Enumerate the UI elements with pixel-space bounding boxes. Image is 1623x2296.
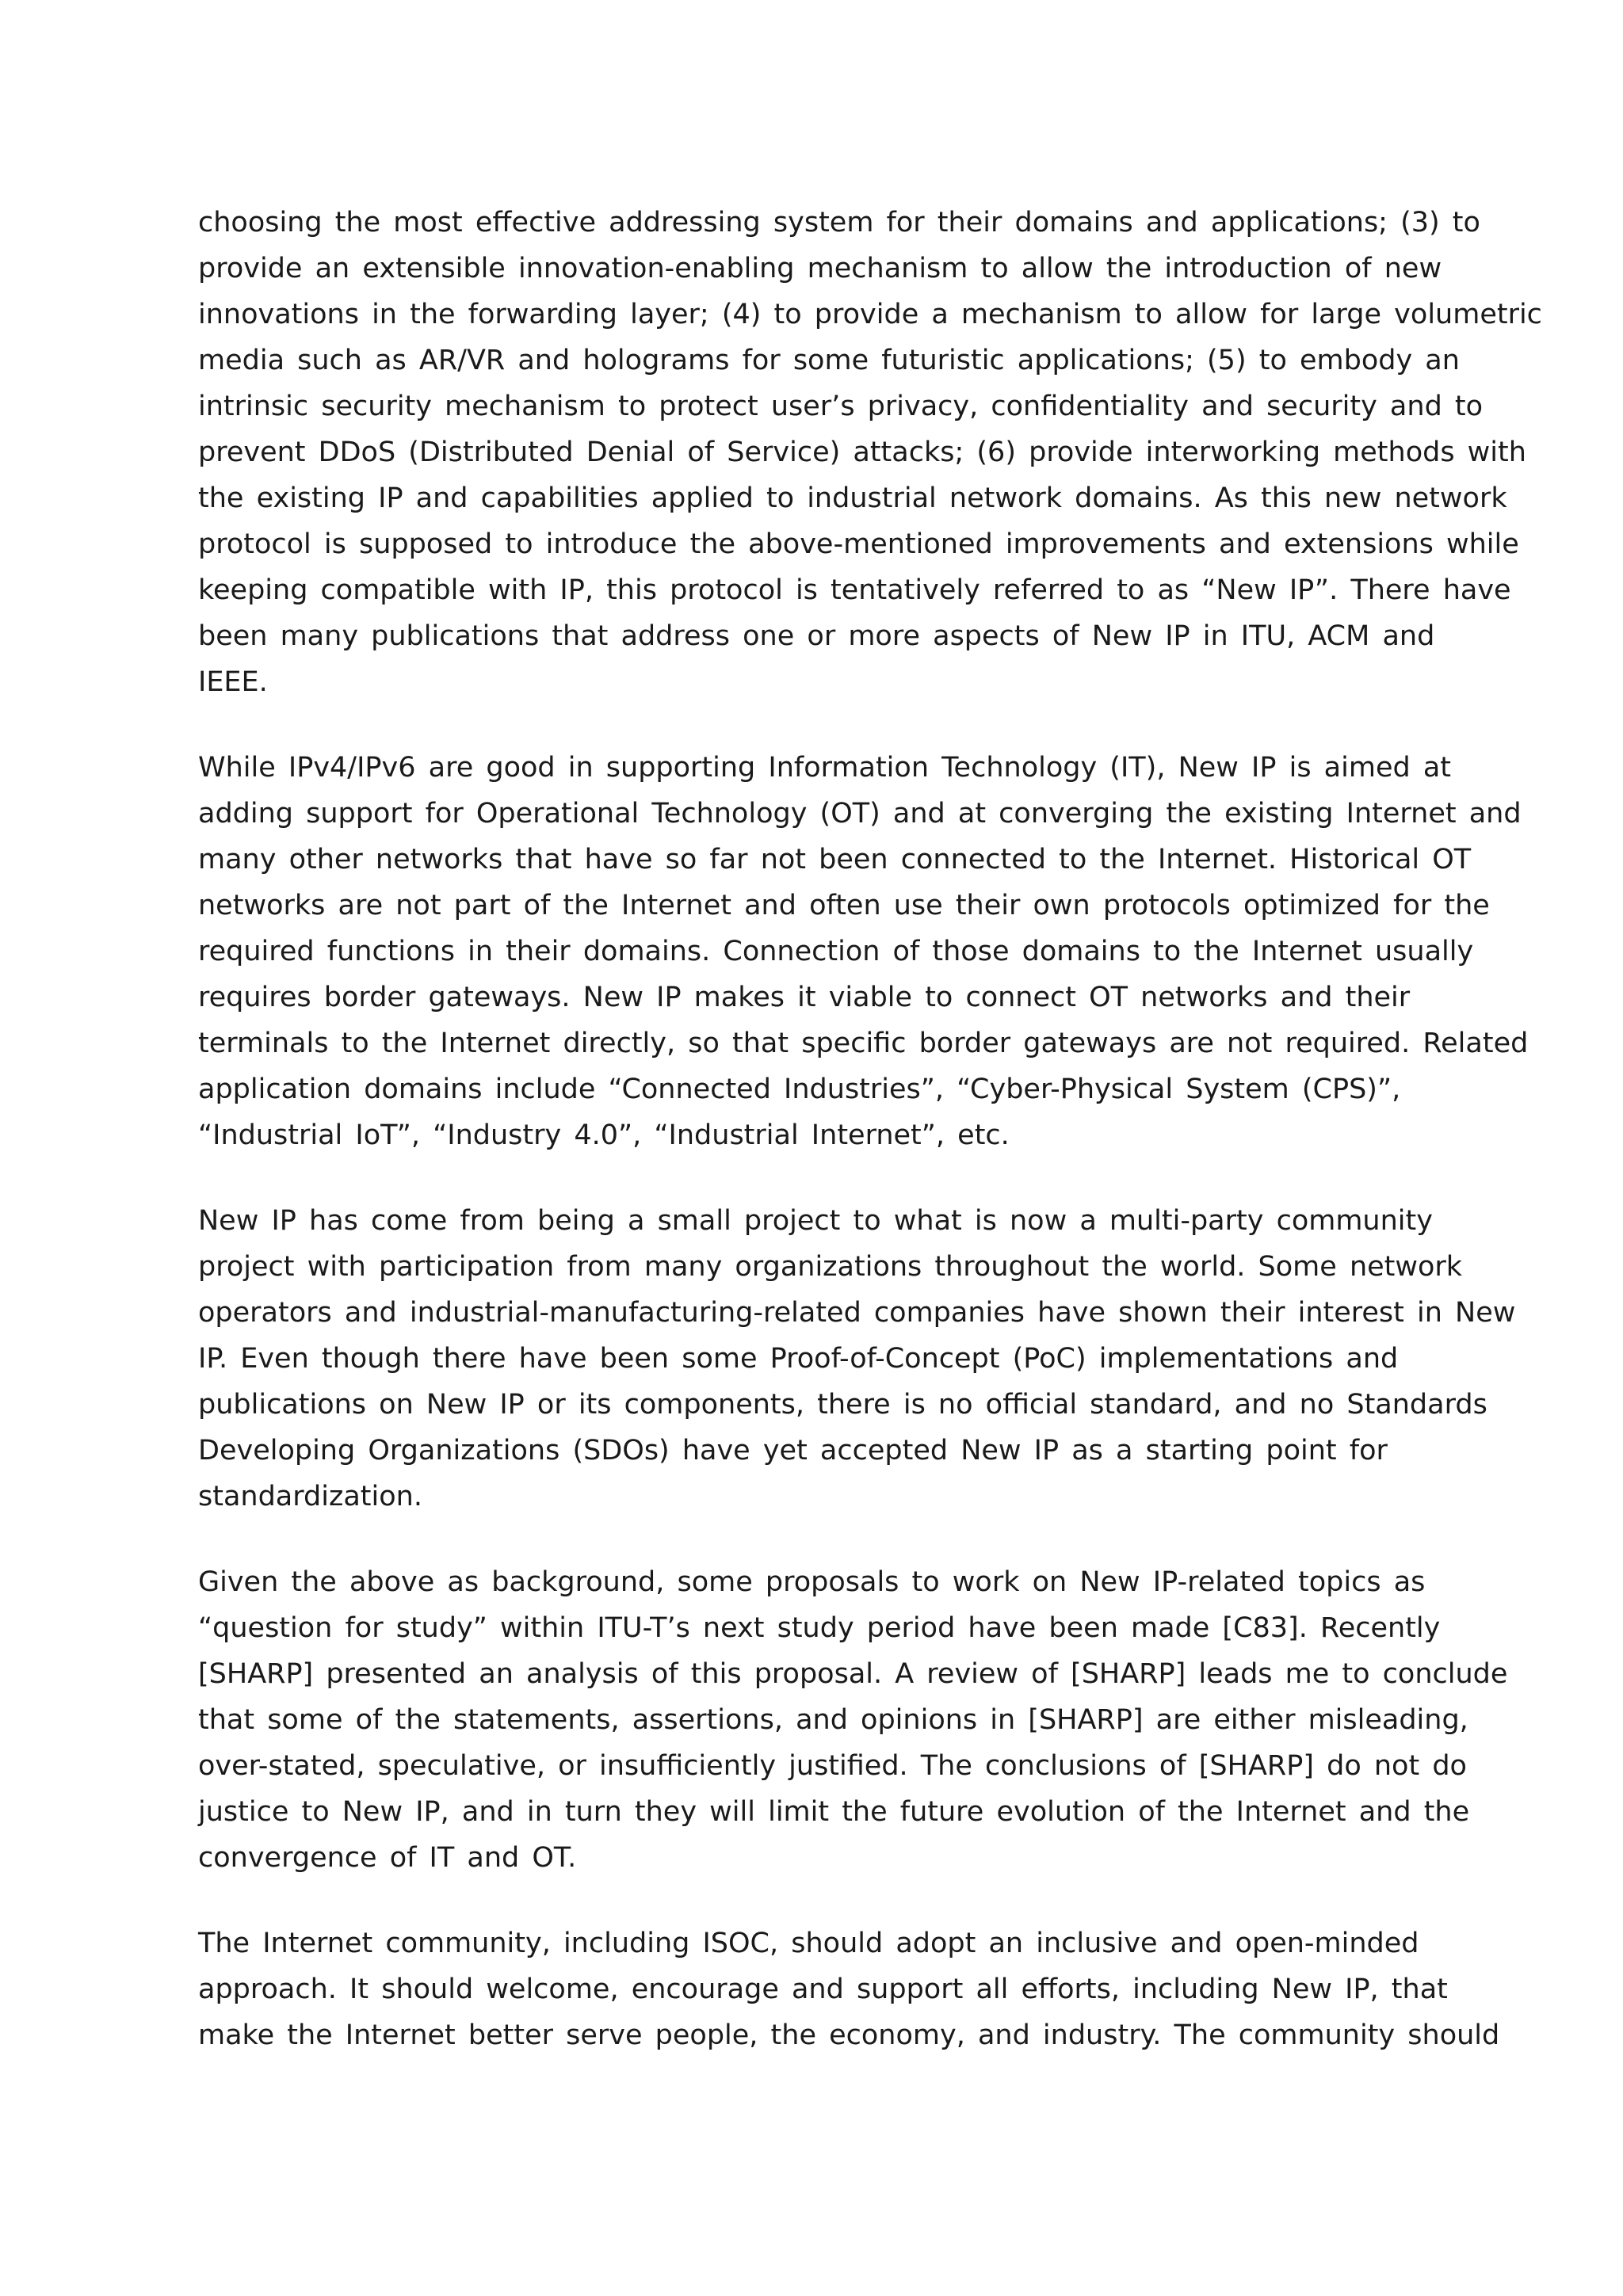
paragraph-1 (198, 200, 1542, 705)
text-line: many other networks that have so far not been connected to the Internet. Historical OT (198, 844, 1472, 875)
text-line: [SHARP] presented an analysis of this proposal. A review of [SHARP] leads me to conclude (198, 1658, 1508, 1690)
text-line: choosing the most effective addressing system for their domains and applications; (3) to (198, 207, 1480, 238)
text-line: required functions in their domains. Connection of those domains to the Internet usually (198, 936, 1474, 967)
text-line: adding support for Operational Technology (OT) and at converging the existing Internet and (198, 798, 1522, 830)
text-line: networks are not part of the Internet and often use their own protocols optimized for the (198, 890, 1490, 921)
text-line: “Industrial IoT”, “Industry 4.0”, “Industrial Internet”, etc. (198, 1119, 1010, 1151)
text-line: convergence of IT and OT. (198, 1842, 577, 1874)
text-line: provide an extensible innovation-enabling mechanism to allow the introduction of new (198, 253, 1442, 284)
text-line: publications on New IP or its components, there is no official standard, and no Standards (198, 1389, 1487, 1421)
text-line: intrinsic security mechanism to protect user’s privacy, confidentiality and security and to (198, 391, 1484, 422)
text-line: Given the above as background, some proposals to work on New IP-related topics as (198, 1566, 1426, 1598)
text-line: innovations in the forwarding layer; (4) to provide a mechanism to allow for large volumetric (198, 299, 1542, 330)
text-line: While IPv4/IPv6 are good in supporting Information Technology (IT), New IP is aimed at (198, 752, 1451, 784)
text-line: make the Internet better serve people, the economy, and industry. The community should (198, 2019, 1500, 2051)
text-line: operators and industrial-manufacturing-related companies have shown their interest in New (198, 1297, 1516, 1329)
text-line: “question for study” within ITU-T’s next study period have been made [C83]. Recently (198, 1612, 1441, 1644)
text-line: keeping compatible with IP, this protocol is tentatively referred to as “New IP”. There have (198, 574, 1511, 606)
text-line: New IP has come from being a small project to what is now a multi-party community (198, 1205, 1433, 1237)
text-line: the existing IP and capabilities applied to industrial network domains. As this new network (198, 482, 1507, 514)
text-line: standardization. (198, 1481, 422, 1512)
paragraph-4 (198, 1559, 1508, 1881)
text-line: over-stated, speculative, or insufficiently justified. The conclusions of [SHARP] do not do (198, 1750, 1467, 1782)
text-line: media such as AR/VR and holograms for some futuristic applications; (5) to embody an (198, 345, 1460, 376)
text-line: requires border gateways. New IP makes it viable to connect OT networks and their (198, 982, 1411, 1013)
text-line: Developing Organizations (SDOs) have yet accepted New IP as a starting point for (198, 1435, 1388, 1466)
text-line: approach. It should welcome, encourage and support all efforts, including New IP, that (198, 1974, 1448, 2005)
text-line: been many publications that address one or more aspects of New IP in ITU, ACM and (198, 620, 1435, 652)
text-line: IP. Even though there have been some Proof-of-Concept (PoC) implementations and (198, 1343, 1399, 1375)
text-line: terminals to the Internet directly, so that specific border gateways are not required. Related (198, 1028, 1529, 1059)
text-line: justice to New IP, and in turn they will limit the future evolution of the Internet and the (198, 1796, 1470, 1828)
paragraph-3 (198, 1198, 1516, 1520)
text-line: prevent DDoS (Distributed Denial of Service) attacks; (6) provide interworking methods with (198, 437, 1526, 468)
text-line: protocol is supposed to introduce the above-mentioned improvements and extensions while (198, 528, 1519, 560)
text-line: application domains include “Connected Industries”, “Cyber-Physical System (CPS)”, (198, 1074, 1401, 1105)
paragraph-2 (198, 745, 1529, 1158)
paragraph-5 (198, 1920, 1500, 2058)
text-line: IEEE. (198, 666, 268, 698)
text-line: project with participation from many organizations throughout the world. Some network (198, 1251, 1463, 1283)
text-line: The Internet community, including ISOC, should adopt an inclusive and open-minded (198, 1928, 1419, 1959)
document-body (198, 200, 1542, 2098)
text-line: that some of the statements, assertions, and opinions in [SHARP] are either misleading, (198, 1704, 1468, 1736)
